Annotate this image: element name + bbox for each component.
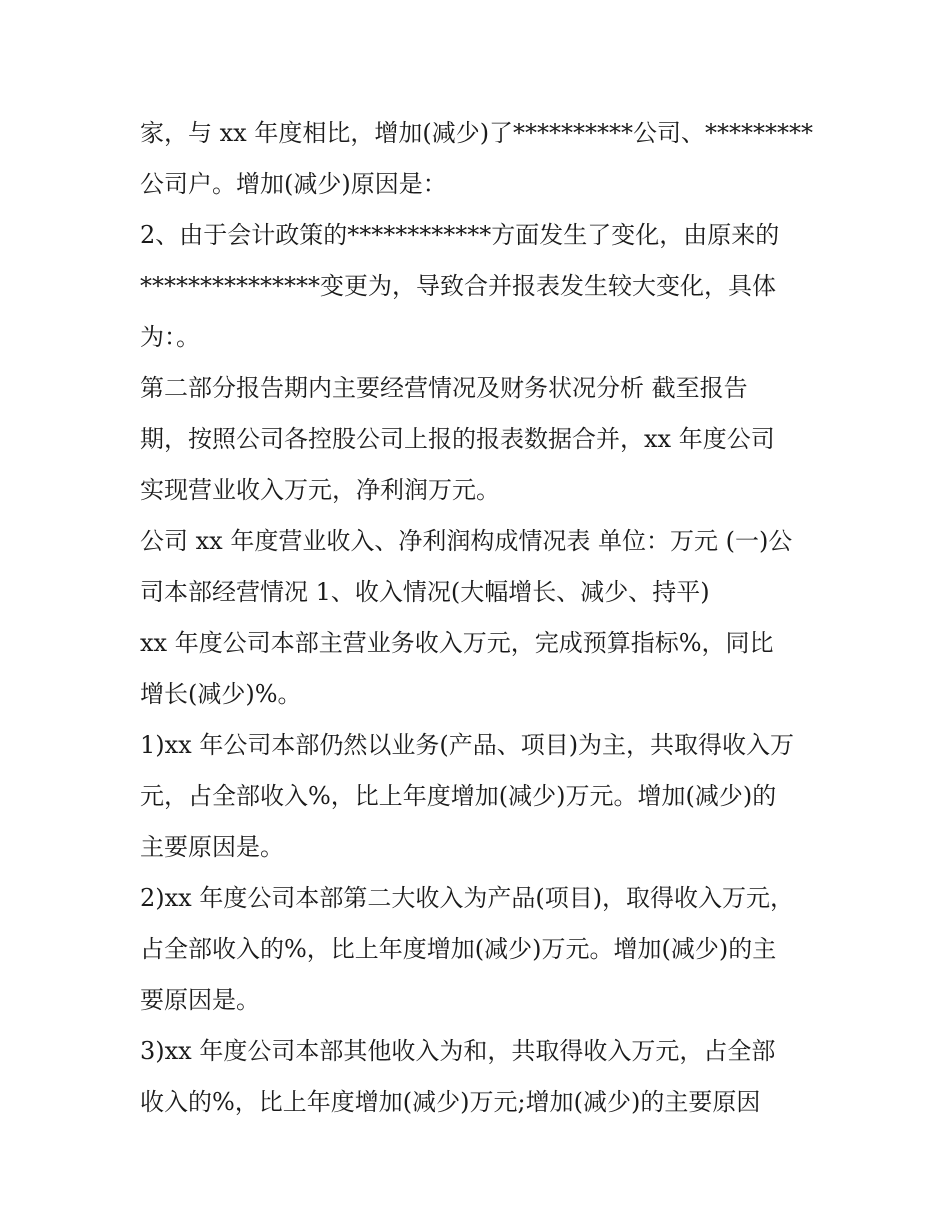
text-line: 2、由于会计政策的************方面发生了变化，由原来的 (140, 221, 780, 249)
text-line: 为：。 (140, 323, 200, 351)
text-line: 增长(减少)%。 (140, 680, 302, 708)
text-line: 实现营业收入万元，净利润万元。 (140, 476, 500, 504)
text-line: 要原因是。 (140, 986, 260, 1014)
text-line: 元，占全部收入%，比上年度增加(减少)万元。增加(减少)的 (140, 782, 777, 810)
text-line: 3)xx 年度公司本部其他收入为和，共取得收入万元，占全部 (140, 1037, 776, 1065)
text-line: 司本部经营情况 1、收入情况(大幅增长、减少、持平) (140, 578, 710, 606)
text-line: 主要原因是。 (140, 833, 284, 861)
text-line: 占全部收入的%，比上年度增加(减少)万元。增加(减少)的主 (140, 935, 777, 963)
text-line: 第二部分报告期内主要经营情况及财务状况分析 截至报告 (140, 374, 748, 402)
text-line: 1)xx 年公司本部仍然以业务(产品、项目)为主，共取得收入万 (140, 731, 795, 759)
text-line: 期，按照公司各控股公司上报的报表数据合并，xx 年度公司 (140, 425, 775, 453)
text-line: ***************变更为，导致合并报表发生较大变化，具体 (140, 272, 776, 300)
text-line: xx 年度公司本部主营业务收入万元，完成预算指标%，同比 (140, 629, 774, 657)
text-line: 2)xx 年度公司本部第二大收入为产品(项目)，取得收入万元， (140, 884, 795, 912)
text-line: 家，与 xx 年度相比，增加(减少)了**********公司、********* (140, 119, 814, 147)
document-body (140, 108, 820, 1128)
text-line: 公司户。增加(减少)原因是： (140, 170, 447, 198)
text-line: 公司 xx 年度营业收入、净利润构成情况表 单位：万元 (一)公 (140, 527, 793, 555)
text-line: 收入的%，比上年度增加(减少)万元;增加(减少)的主要原因 (140, 1088, 761, 1116)
